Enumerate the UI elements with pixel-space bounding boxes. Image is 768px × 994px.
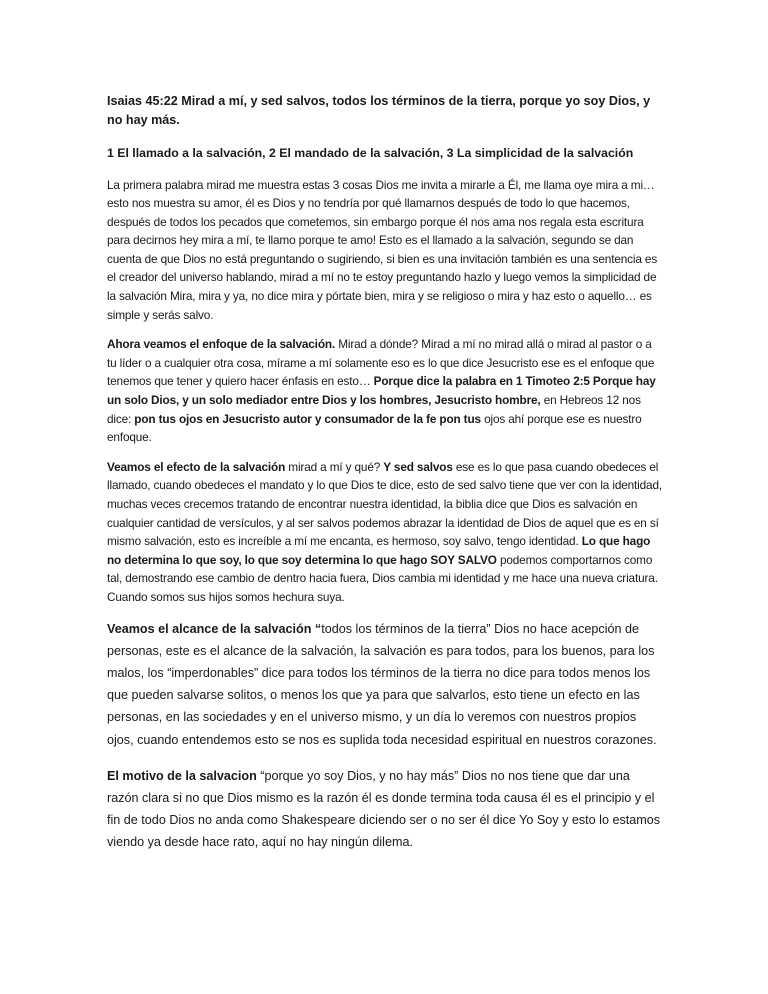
- paragraph-scope: [107, 618, 663, 751]
- effect-heading: Veamos el efecto de la salvación: [107, 459, 286, 474]
- motive-heading: El motivo de la salvacion: [107, 768, 257, 783]
- paragraph-call: La primera palabra mirad me muestra estas 3 cosas Dios me invita a mirarle a Él, me llama oye mira a mi… esto nos muestra su amor, él es Dios y no tendría por qué llamarnos después de todo lo que hacemos, después de todos los pecados que cometemos, sin embargo porque él nos ama nos regala esta escritura para decirnos hey mira a mí, te llamo porque te amo! Esto es el llamado a la salvación, segundo se dan cuenta de que Dios no está preguntando o sugiriendo, si bien es una invitación también es una sentencia es el creador del universo hablando, mirad a mí no te estoy preguntando hazlo y luego vemos la simplicidad de la salvación Mira, mira y ya, no dice mira y pórtate bien, mira y se religioso o mira y haz esto o aquello… es simple y serás salvo.: [107, 177, 658, 322]
- paragraph-focus: [107, 335, 663, 447]
- timothy-quote: Porque dice la palabra en 1 Timoteo 2:5 Porque hay un solo Dios, y un solo mediador entre Dios y los hombres, Jesucristo hombre,: [107, 374, 656, 408]
- hebrews-ref: en Hebreos 12 nos dice:: [107, 393, 641, 426]
- scope-text: todos los términos de la tierra” Dios no hace acepción de personas, este es el alcance de la salvación, la salvación es para todos, para los buenos, para los malos, los “imperdonables” dice para todos los términos de la tierra no dice para todos menos los que pueden salvarse solitos, o menos los que ya para que salvarlos, esto tiene un efecto en las personas, en las sociedades y en el universo mismo, y un día lo veremos con nuestros propios ojos, cuando entendemos esto se nos es suplida toda necesidad espiritual en nuestros corazones.: [107, 621, 657, 747]
- document-body: [107, 92, 663, 868]
- hebrews-quote: pon tus ojos en Jesucristo autor y consumador de la fe pon tus: [134, 411, 481, 426]
- effect-phrase: Y sed salvos: [383, 459, 453, 474]
- paragraph-effect: [107, 458, 663, 607]
- focus-text: Mirad a dónde? Mirad a mí no mirad allá o mirad al pastor o a tu líder o a cualquier otra cosa, mírame a mí solamente eso es lo que dice Jesucristo ese es el enfoque que tenemos que tener y quiero hacer énfasis en esto…: [107, 337, 655, 389]
- paragraph-motive: [107, 765, 663, 854]
- verse-title: Isaias 45:22 Mirad a mí, y sed salvos, todos los términos de la tierra, porque yo soy Dios, y no hay más.: [107, 94, 651, 127]
- sermon-points: 1 El llamado a la salvación, 2 El mandado de la salvación, 3 La simplicidad de la salvación: [107, 146, 634, 160]
- identity-statement: Lo que hago no determina lo que soy, lo que soy determina lo que hago SOY SALVO: [107, 534, 651, 567]
- scope-heading: Veamos el alcance de la salvación “: [107, 621, 322, 636]
- effect-question: mirad a mí y qué?: [285, 459, 384, 474]
- effect-text: ese es lo que pasa cuando obedeces el llamado, cuando obedeces el mandato y lo que Dios te dice, esto de sed salvo tiene que ver con la identidad, muchas veces crecemos tratando de encontrar nuestra identidad, la biblia dice que Dios es salvación en cualquier cantidad de versículos, y al ser salvos podemos abrazar la identidad de Dios de aquel que es en sí mismo salvación, esto es increíble a mí me encanta, es hermoso, soy salvo, tengo identidad.: [107, 459, 663, 549]
- motive-text: “porque yo soy Dios, y no hay más” Dios no nos tiene que dar una razón clara si no que Dios mismo es la razón él es donde termina toda causa él es el principio y el fin de todo Dios no anda como Shakespeare diciendo ser o no ser él dice Yo Soy y esto lo estamos viendo ya desde hace rato, aquí no hay ningún dilema.: [107, 768, 661, 850]
- focus-heading: Ahora veamos el enfoque de la salvación.: [107, 337, 336, 352]
- focus-closing: ojos ahí porque ese es nuestro enfoque.: [107, 411, 642, 445]
- effect-closing: podemos comportarnos como tal, demostrando ese cambio de dentro hacia fuera, Dios cambia mi identidad y me hace una nueva criatura. Cuando somos sus hijos somos hechura suya.: [107, 552, 658, 604]
